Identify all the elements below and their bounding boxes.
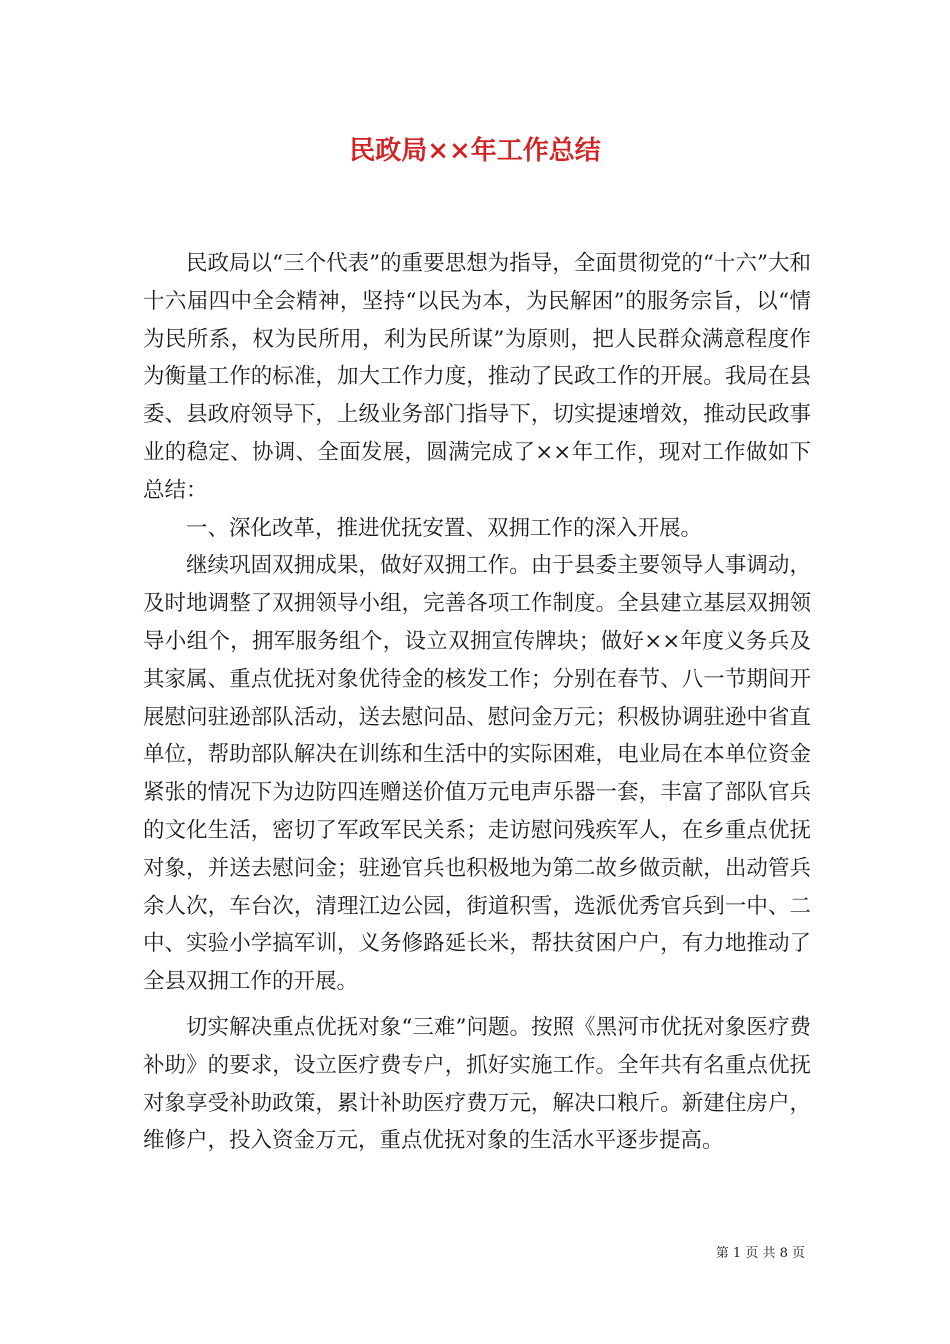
page-number: 第 1 页 共 8 页 <box>715 1246 805 1261</box>
special-care-paragraph: 切实解决重点优抚对象“三难”问题。按照《黑河市优抚对象医疗费补助》的要求，设立医疗费专户，抓好实施工作。全年共有名重点优抚对象享受补助政策，累计补助医疗费万元，解决口粮斤。新建住房户，维修户，投入资金万元，重点优抚对象的生活水平逐步提高。 <box>143 1014 811 1154</box>
document-body <box>143 245 811 1160</box>
section-heading: 一、深化改革，推进优抚安置、双拥工作的深入开展。 <box>186 515 703 541</box>
document-title: 民政局××年工作总结 <box>349 136 601 166</box>
double-support-paragraph: 继续巩固双拥成果，做好双拥工作。由于县委主要领导人事调动，及时地调整了双拥领导小组，完善各项工作制度。全县建立基层双拥领导小组个，拥军服务组个，设立双拥宣传牌块；做好××年度义务兵及其家属、重点优抚对象优待金的核发工作；分别在春节、八一节期间开展慰问驻逊部队活动，送去慰问品、慰问金万元；积极协调驻逊中省直单位，帮助部队解决在训练和生活中的实际困难，电业局在本单位资金紧张的情况下为边防四连赠送价值万元电声乐器一套，丰富了部队官兵的文化生活，密切了军政军民关系；走访慰问残疾军人，在乡重点优抚对象，并送去慰问金；驻逊官兵也积极地为第二故乡做贡献，出动管兵余人次，车台次，清理江边公园，街道积雪，选派优秀官兵到一中、二中、实验小学搞军训，义务修路延长米，帮扶贫困户户，有力地推动了全县双拥工作的开展。 <box>143 553 811 995</box>
intro-paragraph: 民政局以“三个代表”的重要思想为指导，全面贯彻党的“十六”大和十六届四中全会精神，坚持“以民为本，为民解困”的服务宗旨，以“情为民所系，权为民所用，利为民所谋”为原则，把人民群众满意程度作为衡量工作的标准，加大工作力度，推动了民政工作的开展。我局在县委、县政府领导下，上级业务部门指导下，切实提速增效，推动民政事业的稳定、协调、全面发展，圆满完成了××年工作，现对工作做如下总结： <box>143 251 811 503</box>
